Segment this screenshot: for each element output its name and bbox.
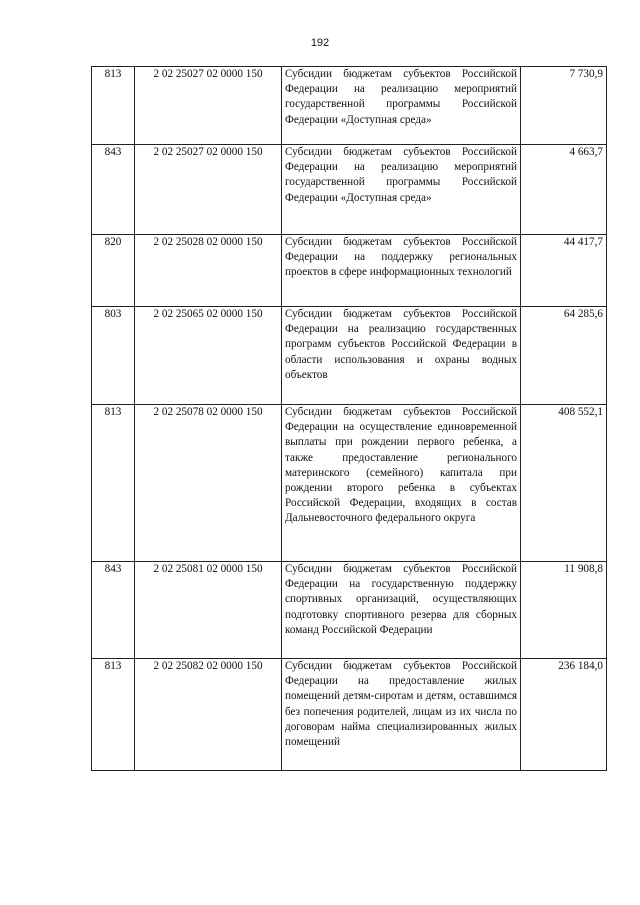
revenue-name-cell: Субсидии бюджетам субъектов Российской Федерации на поддержку региональных проектов в сфере информационных технологий: [282, 235, 521, 307]
amount-cell: 11 908,8: [521, 562, 607, 659]
amount-cell: 4 663,7: [521, 145, 607, 235]
revenue-name-cell: Субсидии бюджетам субъектов Российской Федерации на реализацию мероприятий государственной программы Российской Федерации «Доступная среда»: [282, 67, 521, 145]
admin-code-cell: 820: [92, 235, 135, 307]
admin-code-cell: 843: [92, 145, 135, 235]
amount-cell: 236 184,0: [521, 659, 607, 771]
revenue-code-cell: 2 02 25081 02 0000 150: [135, 562, 282, 659]
revenue-name-cell: Субсидии бюджетам субъектов Российской Федерации на предоставление жилых помещений детям-сиротам и детям, оставшимся без попечения родителей, лицам из их числа по договорам найма специализированных жилых помещений: [282, 659, 521, 771]
table-row: [92, 307, 607, 405]
amount-cell: 44 417,7: [521, 235, 607, 307]
revenue-name-cell: Субсидии бюджетам субъектов Российской Федерации на реализацию мероприятий государственной программы Российской Федерации «Доступная среда»: [282, 145, 521, 235]
revenue-code-cell: 2 02 25027 02 0000 150: [135, 145, 282, 235]
revenue-code-cell: 2 02 25082 02 0000 150: [135, 659, 282, 771]
amount-cell: 64 285,6: [521, 307, 607, 405]
revenue-name-cell: Субсидии бюджетам субъектов Российской Федерации на реализацию государственных программ субъектов Российской Федерации в области использования и охраны водных объектов: [282, 307, 521, 405]
admin-code-cell: 813: [92, 405, 135, 562]
admin-code-cell: 843: [92, 562, 135, 659]
revenue-code-cell: 2 02 25065 02 0000 150: [135, 307, 282, 405]
revenue-code-cell: 2 02 25028 02 0000 150: [135, 235, 282, 307]
table-row: [92, 67, 607, 145]
admin-code-cell: 803: [92, 307, 135, 405]
revenue-code-cell: 2 02 25027 02 0000 150: [135, 67, 282, 145]
table-row: [92, 562, 607, 659]
admin-code-cell: 813: [92, 67, 135, 145]
table-row: [92, 145, 607, 235]
revenue-name-cell: Субсидии бюджетам субъектов Российской Федерации на государственную поддержку спортивных организаций, осуществляющих подготовку спортивного резерва для сборных команд Российской Федерации: [282, 562, 521, 659]
budget-revenue-table: [91, 66, 607, 771]
revenue-code-cell: 2 02 25078 02 0000 150: [135, 405, 282, 562]
table-row: [92, 659, 607, 771]
revenue-name-cell: Субсидии бюджетам субъектов Российской Федерации на осуществление единовременной выплаты при рождении первого ребенка, а также предоставление регионального материнского (семейного) капитала при рождении второго ребенка в субъектах Российской Федерации, входящих в состав Дальневосточного федерального округа: [282, 405, 521, 562]
amount-cell: 7 730,9: [521, 67, 607, 145]
table-row: [92, 235, 607, 307]
table-row: [92, 405, 607, 562]
page-number: 192: [310, 37, 330, 49]
admin-code-cell: 813: [92, 659, 135, 771]
amount-cell: 408 552,1: [521, 405, 607, 562]
